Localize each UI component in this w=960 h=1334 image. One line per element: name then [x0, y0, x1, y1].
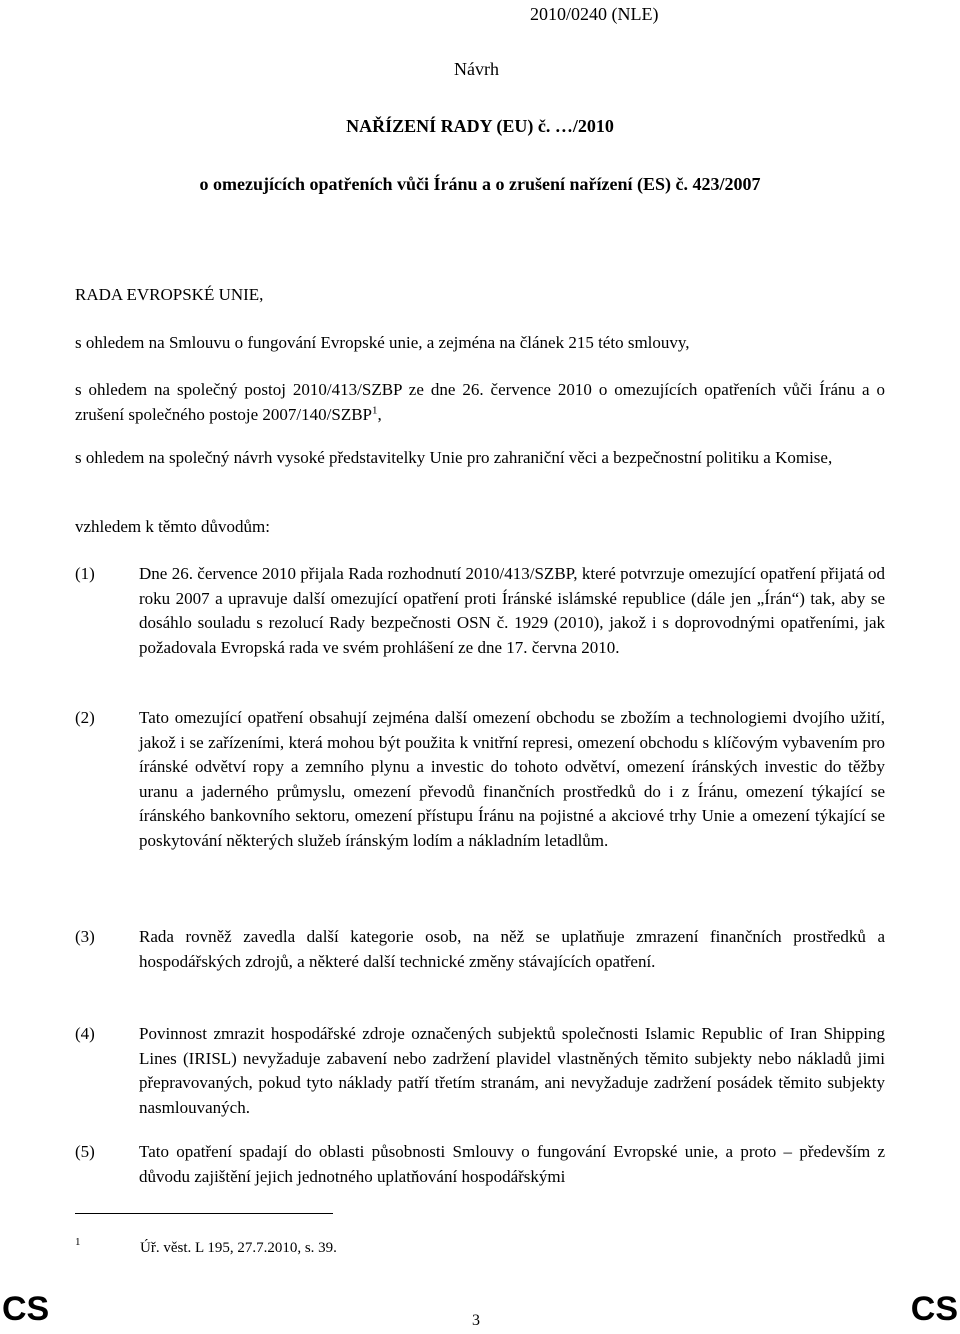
- footnote-separator: [75, 1213, 333, 1214]
- whereas-heading: vzhledem k těmto důvodům:: [75, 517, 270, 536]
- recital-text: Dne 26. července 2010 přijala Rada rozhodnutí 2010/413/SZBP, které potvrzuje omezující opatření přijatá od roku 2007 a upravuje další omezující opatření proti Íránské islámské republice (dále jen „Írán“) tak, aby se dosáhlo souladu s rezolucí Rady bezpečnosti OSN č. 1929 (2010), jakož i s doprovodnými opatřeními, jak požadovala Evropská rada ve svém prohlášení ze dne 17. června 2010.: [139, 564, 885, 657]
- footnote-text: Úř. věst. L 195, 27.7.2010, s. 39.: [140, 1240, 337, 1256]
- citation-common-position-end: ,: [377, 404, 382, 424]
- language-code-left: CS: [2, 1290, 50, 1328]
- citation-common-position: [75, 378, 885, 427]
- recital-text: Povinnost zmrazit hospodářské zdroje označených subjektů společnosti Islamic Republic of Iran Shipping Lines (IRISL) nevyžaduje zabavení nebo zadržení plavidel vlastněných těmito subjekty nebo nákladů jimi přepravovaných, pokud tyto náklady patří třetím stranám, ani nevyžaduje zadržení posádek těmito subjekty nasmlouvaných.: [139, 1024, 885, 1117]
- recital-number: (4): [75, 1024, 95, 1043]
- footnote-number: 1: [75, 1236, 81, 1248]
- regulation-subtitle: o omezujících opatřeních vůči Íránu a o zrušení nařízení (ES) č. 423/2007: [199, 174, 761, 194]
- recital-number: (2): [75, 708, 95, 727]
- document-reference: 2010/0240 (NLE): [530, 4, 659, 24]
- recital-number: (1): [75, 564, 95, 583]
- citation-joint-proposal: s ohledem na společný návrh vysoké představitelky Unie pro zahraniční věci a bezpečnostní politiku a Komise,: [75, 448, 833, 467]
- recital-number: (5): [75, 1142, 95, 1161]
- recital-text: Tato omezující opatření obsahují zejména další omezení obchodu se zbožím a technologiemi dvojího užití, jakož i se zařízeními, která mohou být použita k vnitřní represi, omezení obchodu s klíčovým vybavením pro íránské odvětví ropy a zemního plynu a investic do tohoto odvětví, omezení íránských investic do těžby uranu a jaderného průmyslu, omezení převodů finančních prostředků do i z Íránu, omezení týkající se íránského bankovního sektoru, omezení přístupu Íránu na pojistné a akciové trhy Unie a omezení týkající se poskytování některých služeb íránským lodím a nákladním letadlům.: [139, 708, 885, 850]
- footnote-reference[interactable]: 1: [372, 403, 378, 416]
- council-heading: RADA EVROPSKÉ UNIE,: [75, 285, 264, 304]
- citation-treaty: s ohledem na Smlouvu o fungování Evropské unie, a zejména na článek 215 této smlouvy,: [75, 333, 690, 352]
- page-number: 3: [472, 1312, 480, 1329]
- language-code-right: CS: [910, 1290, 958, 1328]
- recital-text: Tato opatření spadají do oblasti působnosti Smlouvy o fungování Evropské unie, a proto – především z důvodu zajištění jejich jednotného uplatňování hospodářskými: [139, 1142, 885, 1186]
- regulation-title: NAŘÍZENÍ RADY (EU) č. …/2010: [346, 116, 614, 136]
- draft-label: Návrh: [454, 59, 499, 79]
- recital-number: (3): [75, 927, 95, 946]
- recital-text: Rada rovněž zavedla další kategorie osob, na něž se uplatňuje zmrazení finančních prostředků a hospodářských zdrojů, a některé další technické změny stávajících opatření.: [139, 927, 885, 971]
- citation-common-position-text: s ohledem na společný postoj 2010/413/SZBP ze dne 26. července 2010 o omezujících opatřeních vůči Íránu a o zrušení společného postoje 2007/140/SZBP: [75, 380, 885, 424]
